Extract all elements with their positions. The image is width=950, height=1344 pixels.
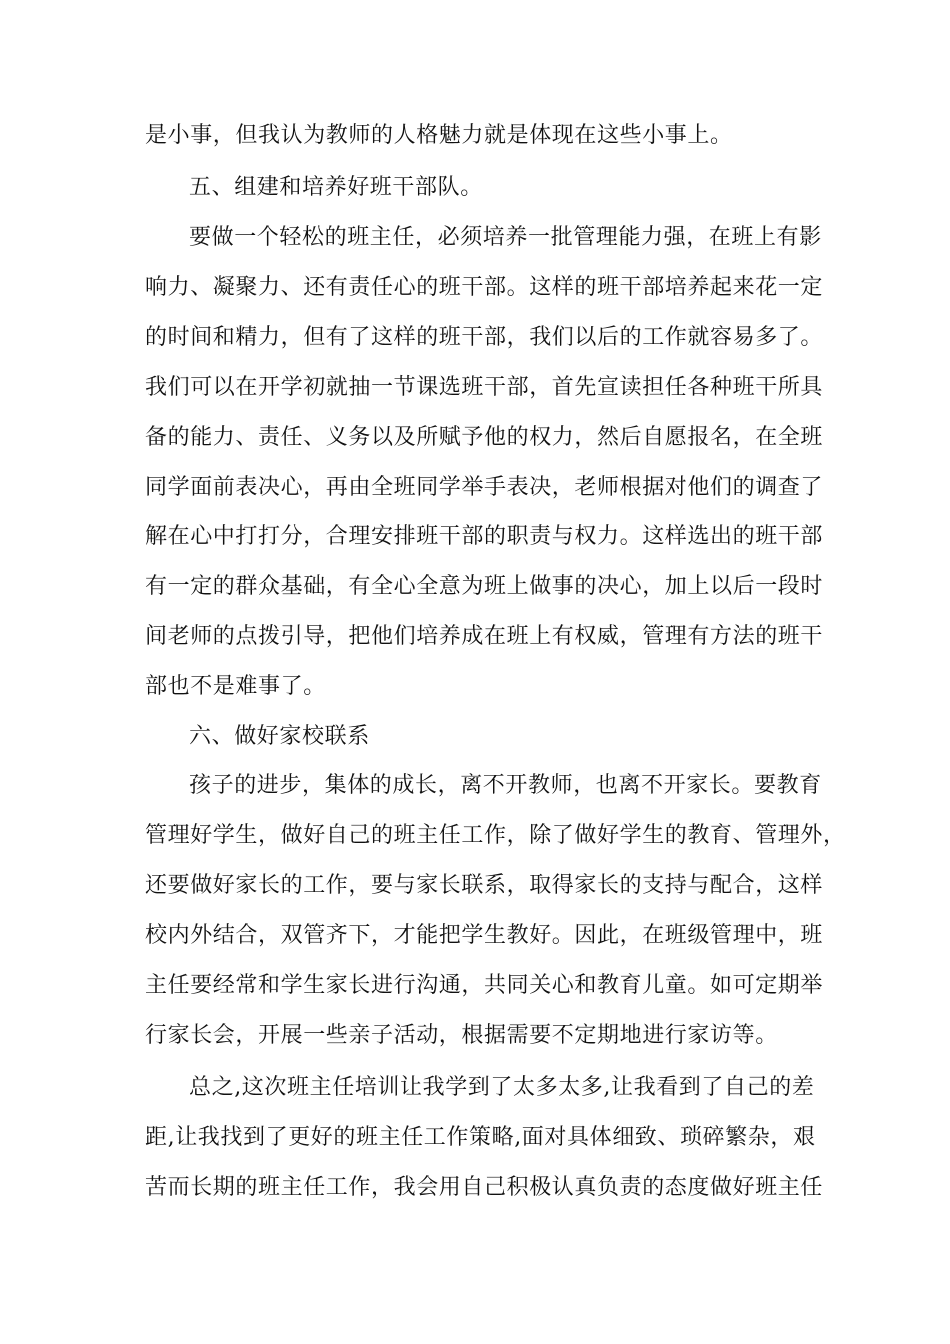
- text-line: 孩子的进步，集体的成长，离不开教师，也离不开家长。要教育: [189, 773, 822, 798]
- text-line: 是小事，但我认为教师的人格魅力就是体现在这些小事上。: [145, 123, 733, 148]
- text-line: 要做一个轻松的班主任，必须培养一批管理能力强，在班上有影: [189, 225, 822, 250]
- text-line: 有一定的群众基础，有全心全意为班上做事的决心，加上以后一段时: [145, 574, 824, 599]
- text-line: 部也不是难事了。: [145, 674, 326, 699]
- text-line: 校内外结合，双管齐下，才能把学生教好。因此，在班级管理中，班: [145, 923, 824, 948]
- text-line: 管理好学生，做好自己的班主任工作，除了做好学生的教育、管理外，: [145, 823, 846, 848]
- section-heading-5: 五、组建和培养好班干部队。: [189, 175, 483, 200]
- text-line: 苦而长期的班主任工作，我会用自己积极认真负责的态度做好班主任: [145, 1175, 824, 1200]
- text-line: 备的能力、责任、义务以及所赋予他的权力，然后自愿报名，在全班: [145, 425, 824, 450]
- section-heading-6: 六、做好家校联系: [189, 724, 370, 749]
- text-line: 解在心中打打分，合理安排班干部的职责与权力。这样选出的班干部: [145, 524, 824, 549]
- text-line: 行家长会，开展一些亲子活动，根据需要不定期地进行家访等。: [145, 1023, 778, 1048]
- text-line: 总之,这次班主任培训让我学到了太多太多,让我看到了自己的差: [189, 1075, 815, 1100]
- text-line: 的时间和精力，但有了这样的班干部，我们以后的工作就容易多了。: [145, 325, 824, 350]
- text-line: 还要做好家长的工作，要与家长联系，取得家长的支持与配合，这样: [145, 873, 824, 898]
- text-line: 主任要经常和学生家长进行沟通，共同关心和教育儿童。如可定期举: [145, 973, 824, 998]
- text-line: 响力、凝聚力、还有责任心的班干部。这样的班干部培养起来花一定: [145, 275, 824, 300]
- text-line: 我们可以在开学初就抽一节课选班干部，首先宣读担任各种班干所具: [145, 375, 824, 400]
- text-line: 间老师的点拨引导，把他们培养成在班上有权威，管理有方法的班干: [145, 624, 824, 649]
- text-line: 同学面前表决心，再由全班同学举手表决，老师根据对他们的调查了: [145, 475, 824, 500]
- text-line: 距,让我找到了更好的班主任工作策略,面对具体细致、琐碎繁杂，艰: [145, 1125, 816, 1150]
